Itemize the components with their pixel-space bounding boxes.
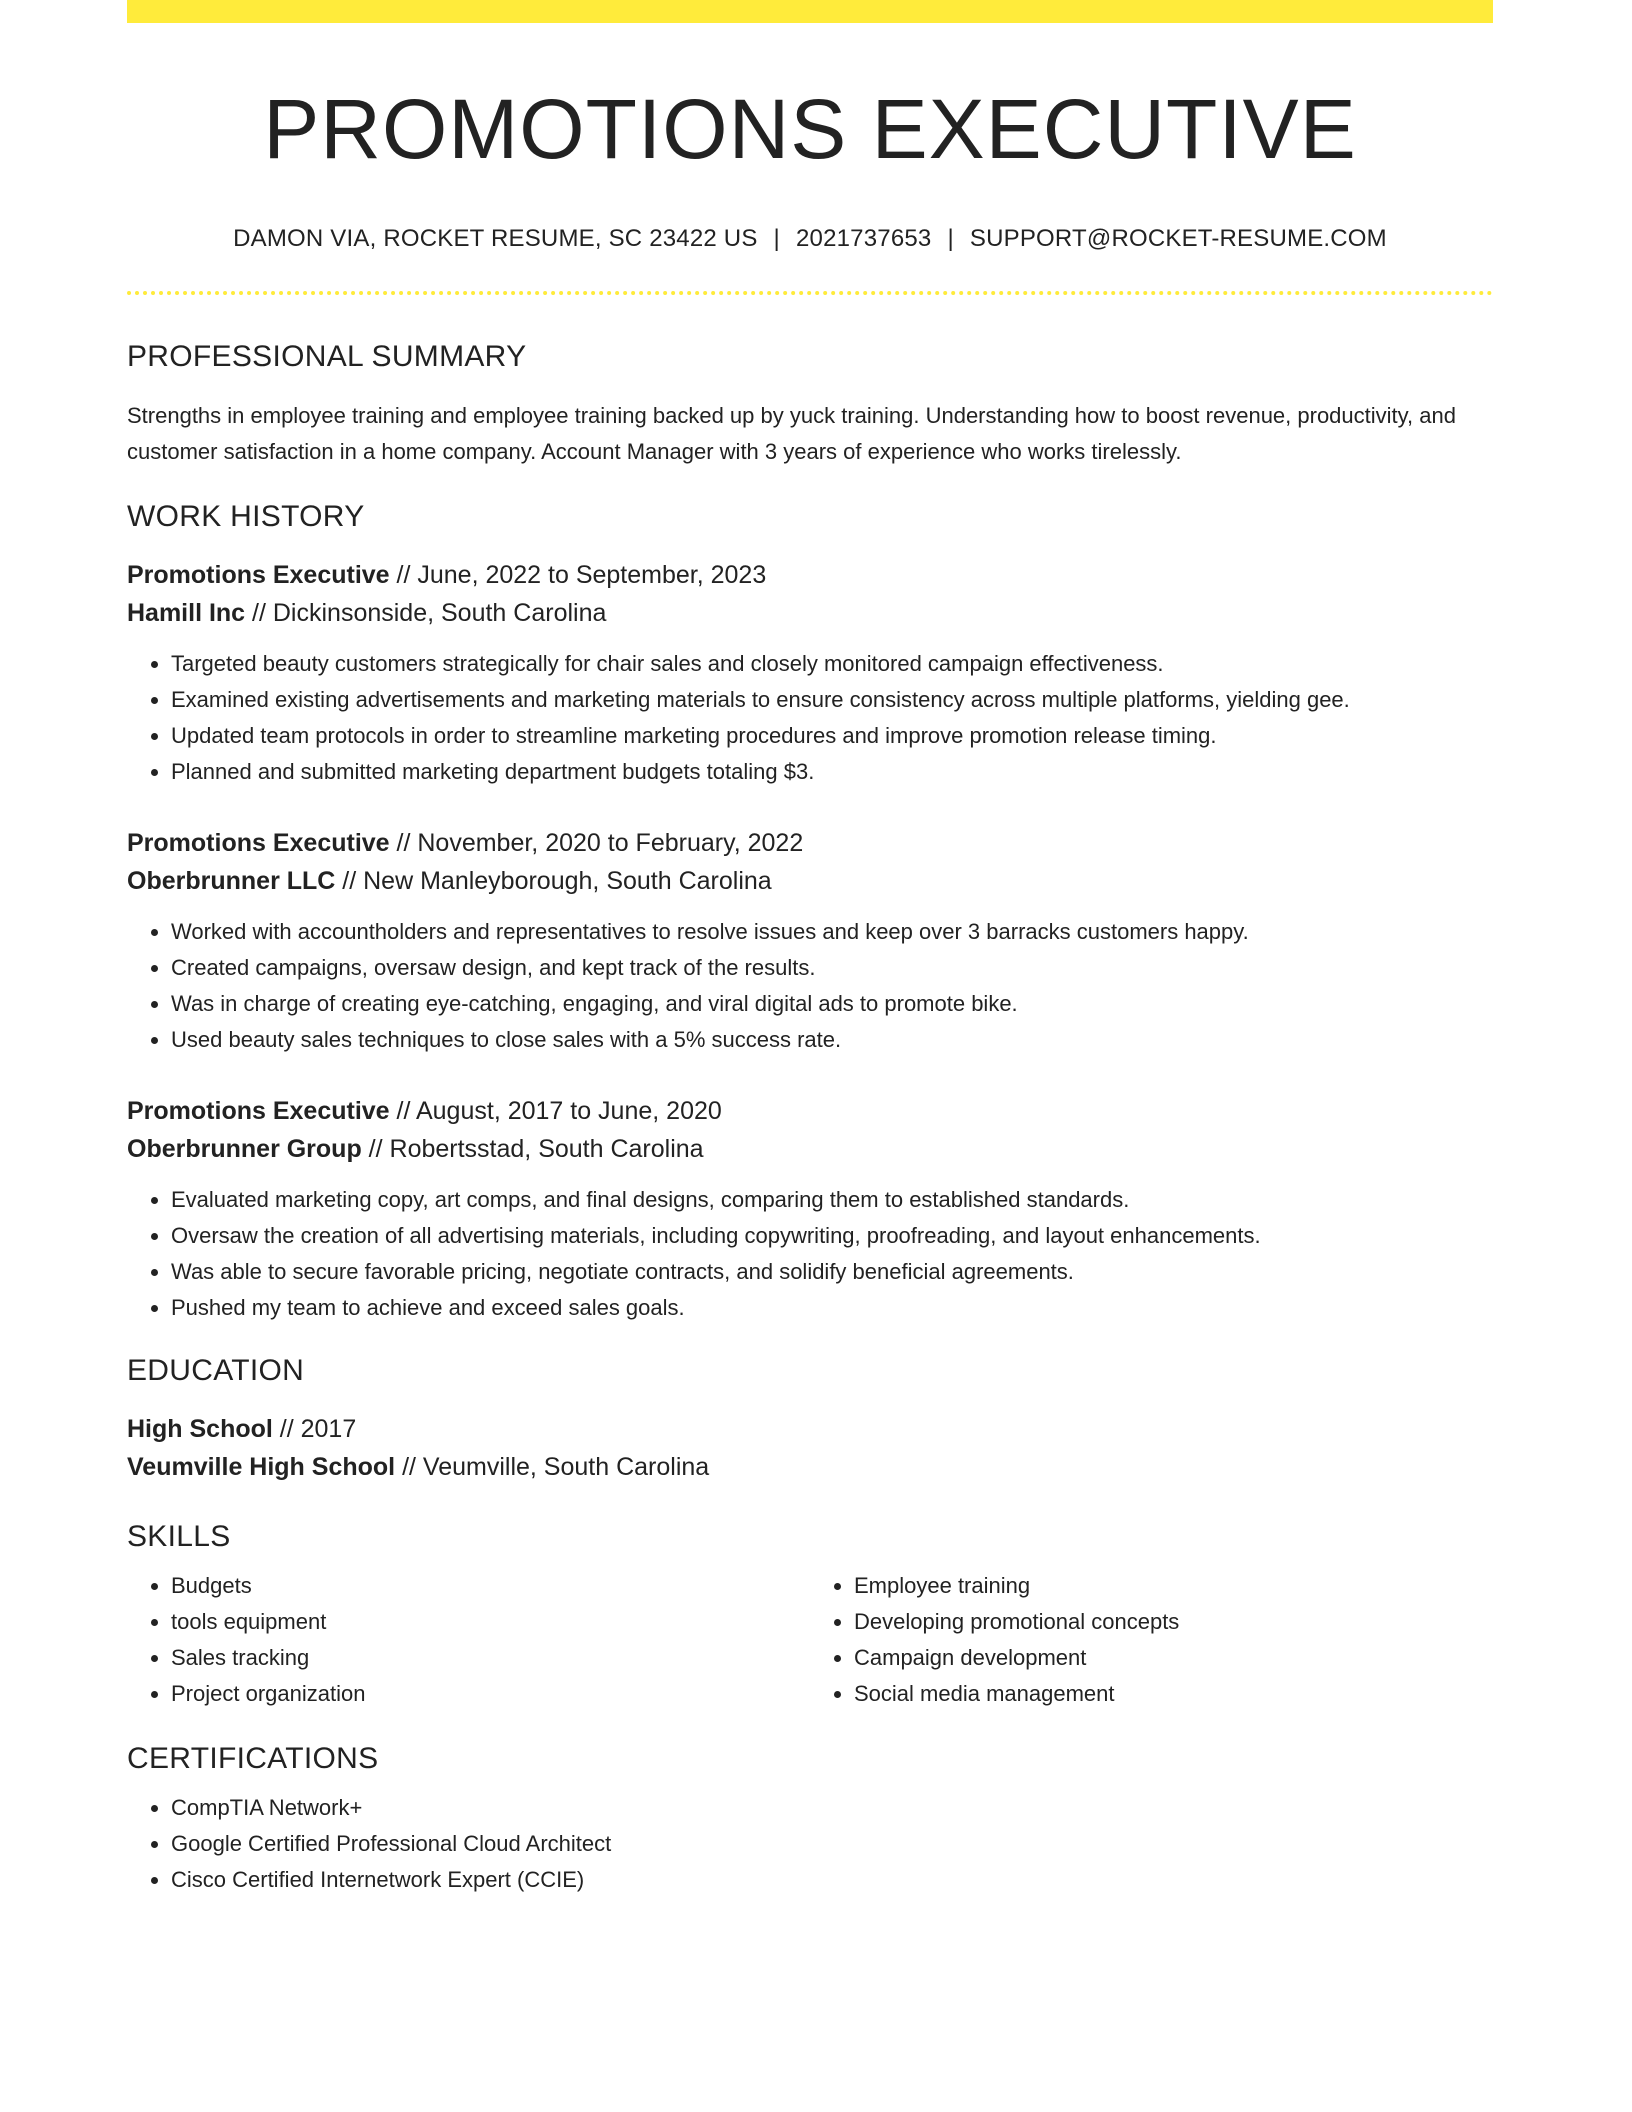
education-school: Veumville High School: [127, 1453, 396, 1482]
summary-text: Strengths in employee training and employee training backed up by yuck training. Understanding how to boost revenue, productivity, and customer satisfaction in a home company. Account Manager with 3 years of experience who works tirelessly.: [127, 403, 1456, 465]
education-entry: [127, 1410, 1493, 1486]
contact-address: DAMON VIA, ROCKET RESUME, SC 23422 US: [233, 225, 758, 253]
job-entry: [127, 556, 1493, 790]
job-location: // Dickinsonside, South Carolina: [245, 599, 607, 628]
job-bullet: • Examined existing advertisements and marketing materials to ensure consistency across multiple platforms, yielding gee.: [171, 682, 1493, 718]
job-location: // New Manleyborough, South Carolina: [335, 867, 772, 896]
resume-title: PROMOTIONS EXECUTIVE: [263, 82, 1357, 176]
job-bullet: • Worked with accountholders and representatives to resolve issues and keep over 3 barracks customers happy.: [171, 914, 1493, 950]
job-company-line: [127, 1130, 1493, 1168]
education-degree-line: [127, 1410, 1493, 1448]
job-company-line: [127, 594, 1493, 632]
education-heading: EDUCATION: [127, 1354, 305, 1388]
job-bullet: • Was able to secure favorable pricing, negotiate contracts, and solidify beneficial agreements.: [171, 1254, 1493, 1290]
job-bullets: [127, 646, 1493, 790]
job-bullet: • Targeted beauty customers strategically for chair sales and closely monitored campaign effectiveness.: [171, 646, 1493, 682]
job-entry: [127, 1092, 1493, 1326]
job-title-line: [127, 824, 1493, 862]
job-title-line: [127, 1092, 1493, 1130]
job-bullet: • Pushed my team to achieve and exceed sales goals.: [171, 1290, 1493, 1326]
skill-item: • Budgets: [171, 1568, 810, 1604]
accent-top-bar: [127, 0, 1493, 23]
education-location: // Veumville, South Carolina: [395, 1453, 710, 1482]
job-bullet: • Oversaw the creation of all advertising materials, including copywriting, proofreading, and layout enhancements.: [171, 1218, 1493, 1254]
job-bullet: • Used beauty sales techniques to close sales with a 5% success rate.: [171, 1022, 1493, 1058]
job-entry: [127, 824, 1493, 1058]
job-bullet: • Created campaigns, oversaw design, and kept track of the results.: [171, 950, 1493, 986]
job-company: Hamill Inc: [127, 599, 246, 628]
certifications-heading: CERTIFICATIONS: [127, 1742, 379, 1776]
job-bullet: • Was in charge of creating eye-catching, engaging, and viral digital ads to promote bike.: [171, 986, 1493, 1022]
education-school-line: [127, 1448, 1493, 1486]
job-title: Promotions Executive: [127, 561, 390, 590]
job-bullets: [127, 1182, 1493, 1326]
contact-phone: 2021737653: [795, 225, 932, 253]
education-year: // 2017: [272, 1415, 357, 1444]
job-bullets: [127, 914, 1493, 1058]
skill-item: • Campaign development: [854, 1640, 1493, 1676]
contact-email: SUPPORT@ROCKET-RESUME.COM: [969, 225, 1387, 253]
skill-item: • Project organization: [171, 1676, 810, 1712]
skills-heading: SKILLS: [127, 1520, 231, 1554]
job-company-line: [127, 862, 1493, 900]
job-location: // Robertsstad, South Carolina: [361, 1135, 704, 1164]
header-divider: [127, 291, 1493, 295]
job-dates: // November, 2020 to February, 2022: [389, 829, 804, 858]
skill-item: • tools equipment: [171, 1604, 810, 1640]
skill-item: • Developing promotional concepts: [854, 1604, 1493, 1640]
skills-column-right: [810, 1568, 1493, 1712]
job-bullet: • Planned and submitted marketing department budgets totaling $3.: [171, 754, 1493, 790]
skills-column-left: [127, 1568, 810, 1712]
certification-item: • Cisco Certified Internetwork Expert (CCIE): [171, 1862, 1493, 1898]
job-title-line: [127, 556, 1493, 594]
job-company: Oberbrunner LLC: [127, 867, 336, 896]
job-title: Promotions Executive: [127, 1097, 390, 1126]
education-degree: High School: [127, 1415, 273, 1444]
work-history-heading: WORK HISTORY: [127, 500, 365, 534]
job-dates: // June, 2022 to September, 2023: [389, 561, 767, 590]
job-company: Oberbrunner Group: [127, 1135, 362, 1164]
certifications-list: [127, 1790, 1493, 1898]
job-bullet: • Evaluated marketing copy, art comps, and final designs, comparing them to established standards.: [171, 1182, 1493, 1218]
skill-item: • Employee training: [854, 1568, 1493, 1604]
certification-item: • Google Certified Professional Cloud Architect: [171, 1826, 1493, 1862]
certification-item: • CompTIA Network+: [171, 1790, 1493, 1826]
resume-page: [127, 0, 1493, 1898]
job-dates: // August, 2017 to June, 2020: [389, 1097, 722, 1126]
job-bullet: • Updated team protocols in order to streamline marketing procedures and improve promotion release timing.: [171, 718, 1493, 754]
skills-grid: [127, 1568, 1493, 1712]
job-title: Promotions Executive: [127, 829, 390, 858]
contact-separator: |: [947, 225, 954, 253]
skill-item: • Sales tracking: [171, 1640, 810, 1676]
summary-heading: PROFESSIONAL SUMMARY: [127, 340, 527, 374]
contact-line: [127, 225, 1493, 253]
contact-separator: |: [773, 225, 780, 253]
skill-item: • Social media management: [854, 1676, 1493, 1712]
